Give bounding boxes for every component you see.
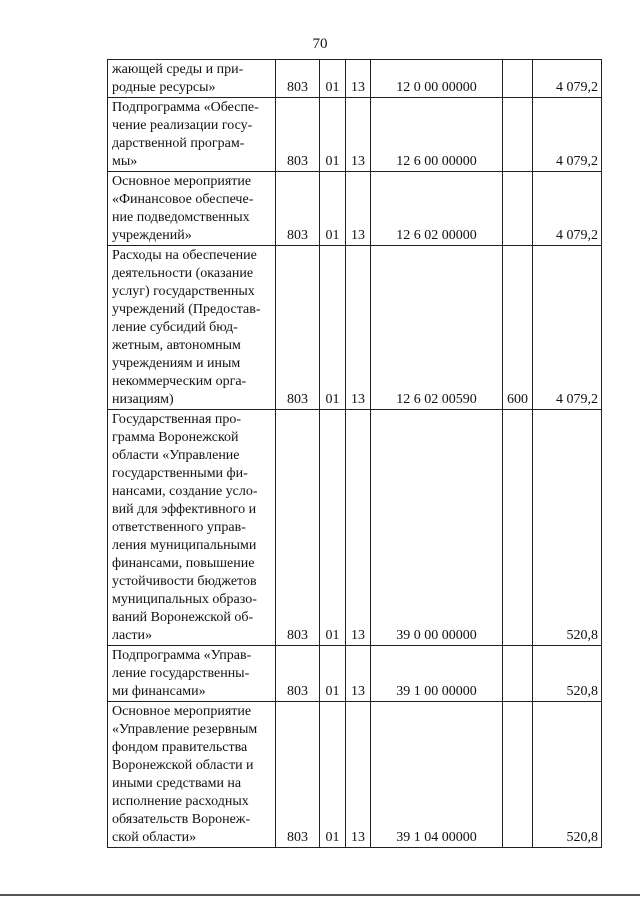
expense-type-code-cell — [503, 60, 533, 98]
item-name-text: Подпрограмма «Обеспе- чение реализации госу- дарственной програм- мы» — [112, 100, 259, 169]
item-name-cell — [108, 172, 276, 246]
item-name-cell — [108, 98, 276, 172]
department-code-cell: 803 — [276, 646, 320, 702]
department-code-cell: 803 — [276, 246, 320, 410]
expense-type-code-cell — [503, 98, 533, 172]
subsection-code-cell: 13 — [346, 410, 371, 646]
expense-type-code-cell — [503, 646, 533, 702]
expense-type-code-cell: 600 — [503, 246, 533, 410]
page-number: 70 — [312, 36, 328, 52]
target-article-code-cell: 39 0 00 00000 — [371, 410, 503, 646]
item-name-text: жающей среды и при- родные ресурсы» — [112, 62, 244, 95]
table-row — [108, 172, 602, 246]
budget-table — [107, 59, 602, 848]
subsection-code-cell: 13 — [346, 702, 371, 848]
item-name-text: Подпрограмма «Управ- ление государственны- ми финансами» — [112, 648, 252, 699]
target-article-code-cell: 12 6 00 00000 — [371, 98, 503, 172]
section-code-cell: 01 — [320, 172, 346, 246]
target-article-code-cell: 39 1 04 00000 — [371, 702, 503, 848]
department-code-cell: 803 — [276, 98, 320, 172]
department-code-cell: 803 — [276, 410, 320, 646]
amount-cell: 4 079,2 — [533, 172, 602, 246]
subsection-code-cell: 13 — [346, 60, 371, 98]
table-row — [108, 410, 602, 646]
section-code-cell: 01 — [320, 410, 346, 646]
item-name-cell — [108, 60, 276, 98]
target-article-code-cell: 12 0 00 00000 — [371, 60, 503, 98]
amount-cell: 520,8 — [533, 410, 602, 646]
item-name-cell — [108, 646, 276, 702]
item-name-text: Государственная про- грамма Воронежской области «Управление государственными фи- нансами, создание усло- вий для эффективного и ответственного управ- ления муниципальными финансами, повышение устойчивости бюджетов муниципальных образо- ваний Воронежской об- ласти» — [112, 412, 258, 643]
section-code-cell: 01 — [320, 646, 346, 702]
table-row — [108, 646, 602, 702]
subsection-code-cell: 13 — [346, 98, 371, 172]
subsection-code-cell: 13 — [346, 646, 371, 702]
item-name-text: Расходы на обеспечение деятельности (оказание услуг) государственных учреждений (Предостав- ление субсидий бюд- жетным, автономным учреждениям и иным некоммерческим орга- низациям) — [112, 248, 261, 407]
subsection-code-cell: 13 — [346, 246, 371, 410]
target-article-code-cell: 12 6 02 00590 — [371, 246, 503, 410]
amount-cell: 4 079,2 — [533, 60, 602, 98]
table-row — [108, 98, 602, 172]
bottom-rule — [0, 894, 640, 896]
table-body — [108, 60, 602, 848]
amount-cell: 520,8 — [533, 646, 602, 702]
department-code-cell: 803 — [276, 60, 320, 98]
department-code-cell: 803 — [276, 172, 320, 246]
item-name-cell — [108, 246, 276, 410]
item-name-cell — [108, 410, 276, 646]
expense-type-code-cell — [503, 410, 533, 646]
section-code-cell: 01 — [320, 98, 346, 172]
table-row — [108, 60, 602, 98]
target-article-code-cell: 12 6 02 00000 — [371, 172, 503, 246]
amount-cell: 520,8 — [533, 702, 602, 848]
amount-cell: 4 079,2 — [533, 246, 602, 410]
department-code-cell: 803 — [276, 702, 320, 848]
section-code-cell: 01 — [320, 60, 346, 98]
item-name-text: Основное мероприятие «Управление резервным фондом правительства Воронежской области и иными средствами на исполнение расходных обязательств Воронеж- ской области» — [112, 704, 258, 845]
item-name-text: Основное мероприятие «Финансовое обеспече- ние подведомственных учреждений» — [112, 174, 254, 243]
section-code-cell: 01 — [320, 702, 346, 848]
expense-type-code-cell — [503, 702, 533, 848]
amount-cell: 4 079,2 — [533, 98, 602, 172]
item-name-cell — [108, 702, 276, 848]
section-code-cell: 01 — [320, 246, 346, 410]
expense-type-code-cell — [503, 172, 533, 246]
table-row — [108, 702, 602, 848]
subsection-code-cell: 13 — [346, 172, 371, 246]
table-row — [108, 246, 602, 410]
target-article-code-cell: 39 1 00 00000 — [371, 646, 503, 702]
